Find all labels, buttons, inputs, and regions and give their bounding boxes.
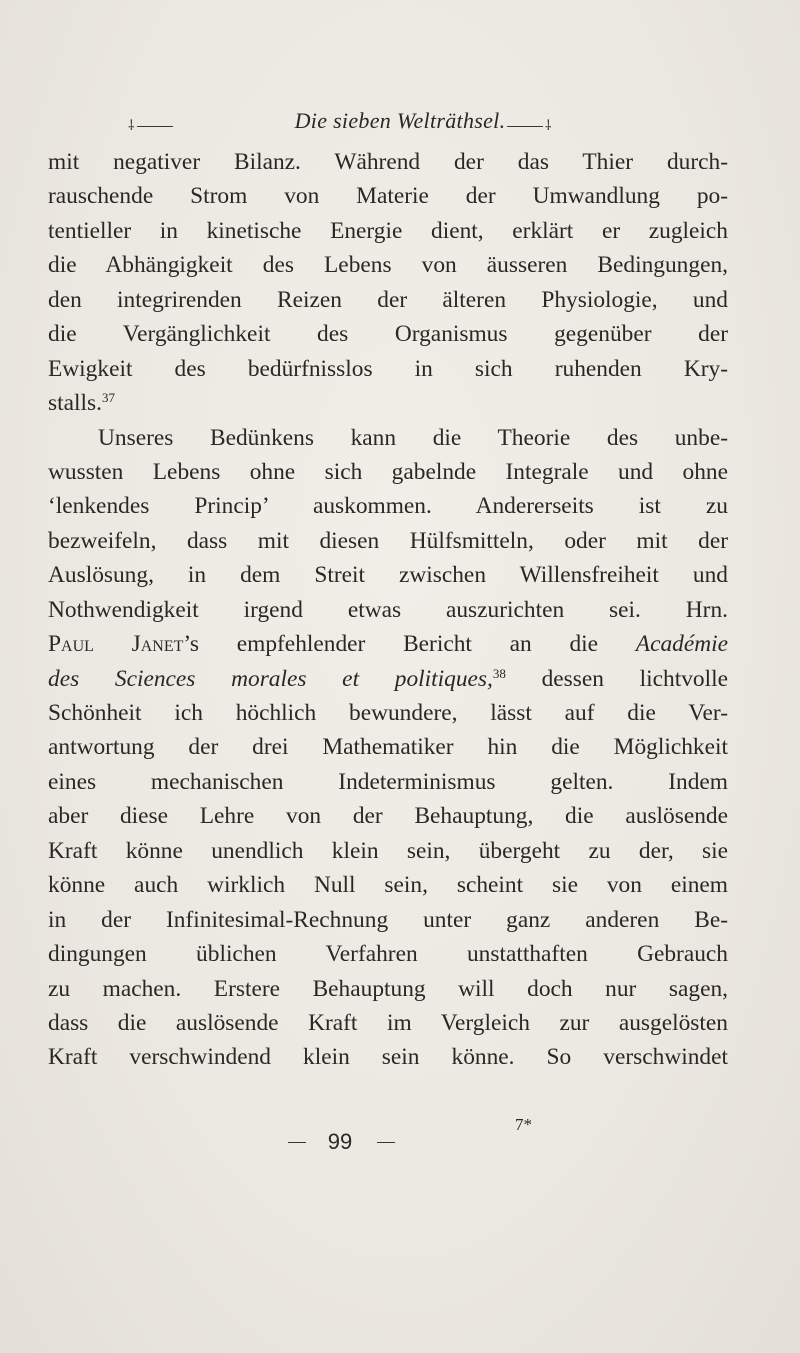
text-line-15 — [48, 627, 728, 661]
ornament-rule-right — [507, 126, 543, 127]
text-line-23: in der Infinitesimal-Rechnung unter ganz anderen Be- — [48, 906, 728, 933]
page-number-dash-right — [377, 1142, 395, 1143]
text-line-2: rauschende Strom von Materie der Umwandlung po- — [48, 183, 728, 210]
ornament-glyph-left: ⸸ — [128, 119, 135, 134]
ornament-glyph-right: ⸸ — [545, 119, 552, 134]
footnote-ref-37: 37 — [101, 390, 115, 406]
text-line-14: Nothwendigkeit irgend etwas auszurichten sei. Hrn. — [48, 596, 728, 623]
text-line-16 — [48, 662, 728, 696]
text-line-12: bezweifeln, dass mit diesen Hülfsmitteln, oder mit der — [48, 527, 728, 554]
text-line-22: könne auch wirklich Null sein, scheint sie von einem — [48, 872, 728, 899]
text-line-11: ‘lenkendes Princip’ auskommen. Andererseits ist zu — [48, 493, 728, 520]
text-line-15-middle: ’s empfehlender Bericht an die — [183, 631, 636, 658]
page-header — [0, 108, 800, 138]
text-line-10: wussten Lebens ohne sich gabelnde Integrale und ohne — [48, 458, 728, 485]
text-line-19: eines mechanischen Indeterminismus gelten. Indem — [48, 768, 728, 795]
body-text — [48, 145, 728, 1075]
page-footer — [0, 1115, 800, 1155]
text-line-8-text: stalls. — [48, 390, 102, 417]
text-line-8 — [48, 386, 728, 420]
text-line-7: Ewigkeit des bedürfnisslos in sich ruhenden Kry- — [48, 355, 728, 382]
text-line-13: Auslösung, in dem Streit zwischen Willensfreiheit und — [48, 562, 728, 589]
text-line-18: antwortung der drei Mathematiker hin die Möglichkeit — [48, 734, 728, 761]
running-title: Die sieben Welträthsel. — [294, 108, 506, 133]
text-line-1: mit negativer Bilanz. Während der das Thier durch- — [48, 149, 728, 175]
text-line-27: Kraft verschwindend klein sein könne. So verschwindet — [48, 1044, 728, 1071]
page-number: 99 — [327, 1129, 353, 1154]
footnote-ref-38: 38 — [492, 665, 506, 681]
text-line-21: Kraft könne unendlich klein sein, übergeht zu der, sie — [48, 837, 728, 864]
text-line-25: zu machen. Erstere Behauptung will doch nur sagen, — [48, 975, 728, 1002]
text-line-20: aber diese Lehre von der Behauptung, die auslösende — [48, 803, 728, 830]
header-ornament-right — [505, 116, 552, 135]
text-line-24: dingungen üblichen Verfahren unstatthaften Gebrauch — [48, 941, 728, 968]
author-name: Paul Janet — [48, 631, 184, 658]
text-line-15-italic: Académie — [635, 631, 729, 658]
text-line-16-after: dessen lichtvolle — [505, 665, 728, 692]
text-line-17: Schönheit ich höchlich bewundere, lässt auf die Ver- — [48, 700, 728, 726]
text-line-16-italic: des Sciences morales et politiques, — [48, 665, 493, 692]
text-line-26: dass die auslösende Kraft im Vergleich zur ausgelösten — [48, 1009, 728, 1036]
signature-mark: 7* — [515, 1115, 532, 1134]
text-line-9: Unseres Bedünkens kann die Theorie des unbe- — [98, 424, 728, 451]
text-line-4: die Abhängigkeit des Lebens von äusseren Bedingungen, — [48, 252, 728, 279]
text-line-6: die Vergänglichkeit des Organismus gegenüber der — [48, 321, 728, 348]
text-line-3: tentieller in kinetische Energie dient, erklärt er zugleich — [48, 217, 728, 244]
text-line-5: den integrirenden Reizen der älteren Physiologie, und — [48, 286, 728, 313]
